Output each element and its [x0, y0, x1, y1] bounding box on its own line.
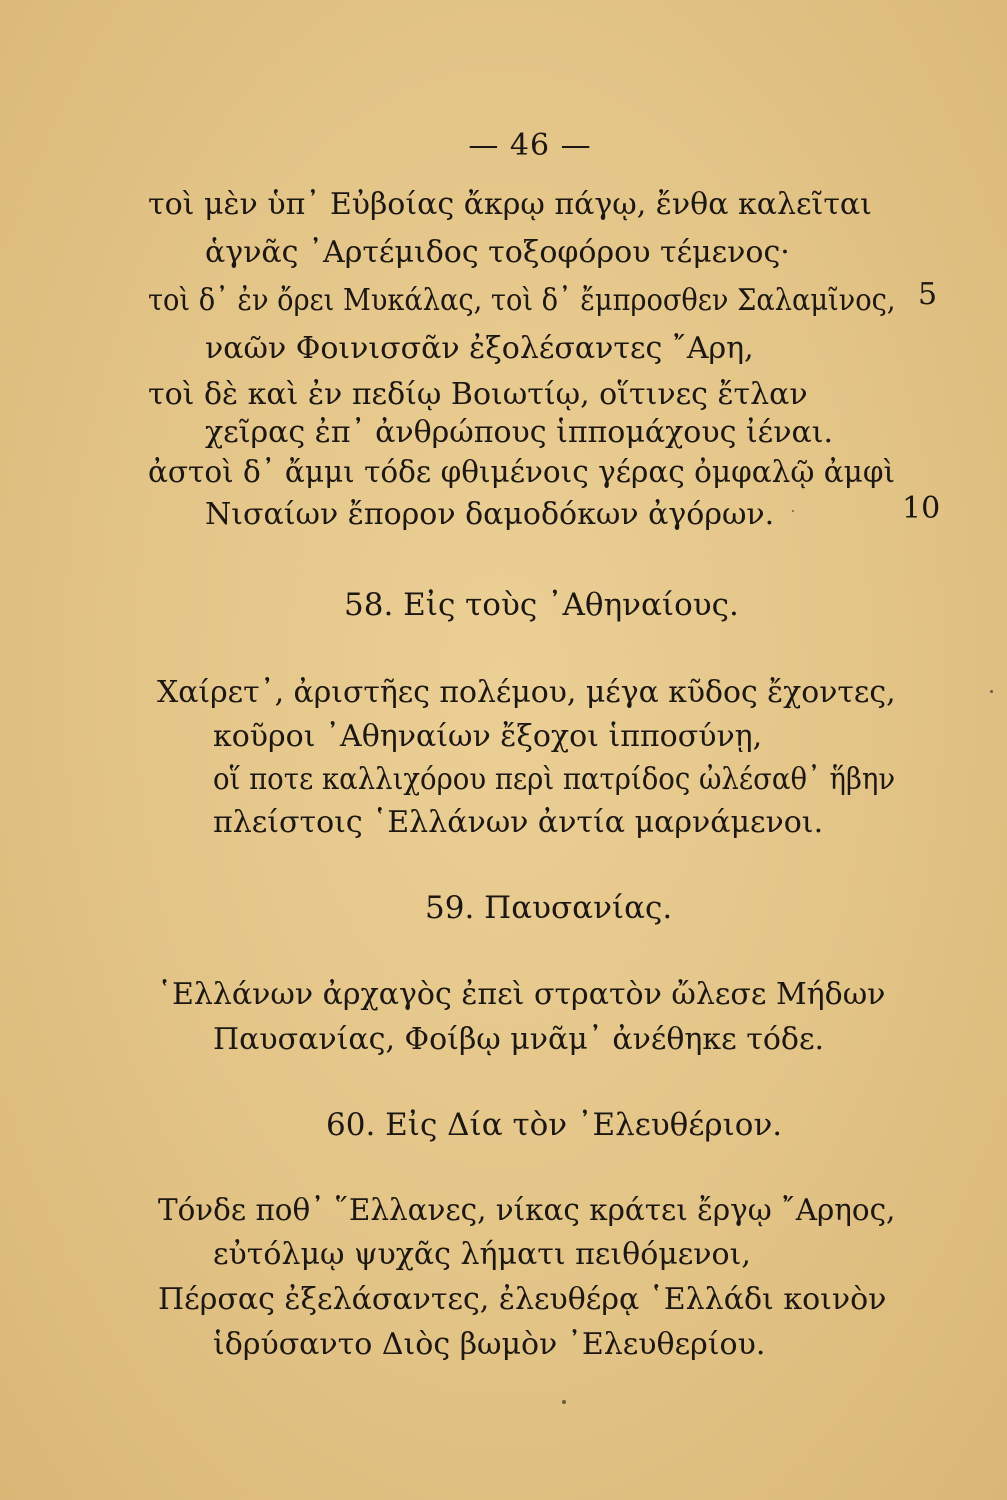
- verse-line: Νισαίων ἔπορον δαμοδόκων ἀγόρων.: [205, 497, 775, 532]
- verse-line: τοὶ δ᾽ ἐν ὄρει Μυκάλας, τοὶ δ᾽ ἔμπροσθεν Σαλαμῖνος,: [148, 283, 896, 318]
- paper-speck: [562, 1400, 566, 1404]
- verse-line: εὐτόλμῳ ψυχᾶς λήματι πειθόμενοι,: [213, 1237, 751, 1272]
- verse-line: Τόνδε ποθ᾽ ῞Ελλανες, νίκας κράτει ἔργῳ ῎Αρηος,: [158, 1193, 896, 1228]
- verse-line: χεῖρας ἐπ᾽ ἀνθρώπους ἱππομάχους ἰέναι.: [205, 415, 834, 450]
- verse-line: ἀστοὶ δ᾽ ἄμμι τόδε φθιμένοις γέρας ὀμφαλῷ ἀμφὶ: [148, 455, 896, 490]
- poem-heading: 59. Παυσανίας.: [425, 890, 673, 926]
- verse-line: ναῶν Φοινισσᾶν ἐξολέσαντες ῎Αρη,: [205, 331, 754, 366]
- verse-line: κοῦροι ᾽Αθηναίων ἔξοχοι ἱπποσύνῃ,: [213, 719, 763, 754]
- verse-line: ἱδρύσαντο Διὸς βωμὸν ᾽Ελευθερίου.: [213, 1327, 766, 1362]
- verse-line: τοὶ δὲ καὶ ἐν πεδίῳ Βοιωτίῳ, οἵτινες ἔτλαν: [148, 377, 808, 412]
- verse-line: Χαίρετ᾽, ἀριστῆες πολέμου, μέγα κῦδος ἔχοντες,: [157, 675, 896, 710]
- page-number: — 46 —: [468, 128, 592, 163]
- line-number: 10: [902, 491, 941, 526]
- verse-line: Παυσανίας, Φοίβῳ μνᾶμ᾽ ἀνέθηκε τόδε.: [213, 1022, 825, 1057]
- line-number: 5: [918, 277, 938, 312]
- poem-heading: 58. Εἰς τοὺς ᾽Αθηναίους.: [344, 587, 739, 623]
- verse-line: πλείστοις ῾Ελλάνων ἀντία μαρνάμενοι.: [213, 805, 824, 840]
- verse-line: ῾Ελλάνων ἀρχαγὸς ἐπεὶ στρατὸν ὤλεσε Μήδων: [157, 977, 886, 1012]
- verse-line: τοὶ μὲν ὑπ᾽ Εὐβοίας ἄκρῳ πάγῳ, ἔνθα καλεῖται: [148, 187, 872, 222]
- verse-line: οἵ ποτε καλλιχόρου περὶ πατρίδος ὠλέσαθ᾽ ἥβην: [213, 762, 896, 797]
- paper-speck: [990, 690, 993, 693]
- verse-line: ἁγνᾶς ᾽Αρτέμιδος τοξοφόρου τέμενος·: [205, 235, 790, 270]
- poem-heading: 60. Εἰς Δία τὸν ᾽Ελευθέριον.: [326, 1107, 783, 1143]
- paper-speck: [792, 510, 794, 512]
- verse-line: Πέρσας ἐξελάσαντες, ἐλευθέρᾳ ῾Ελλάδι κοινὸν: [158, 1282, 887, 1317]
